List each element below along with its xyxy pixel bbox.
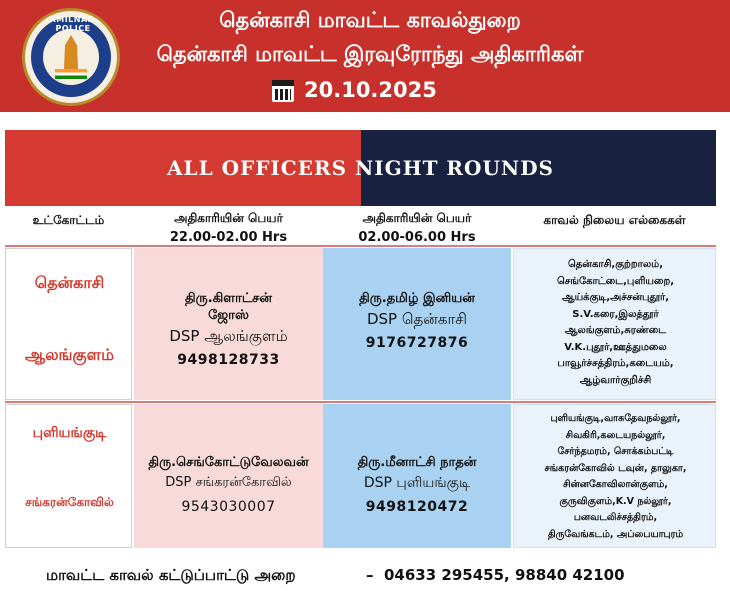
row-divider — [5, 401, 716, 403]
date-text: 20.10.2025 — [304, 78, 437, 102]
table-row — [5, 248, 716, 400]
night-rounds-officers-title: தென்காசி மாவட்ட இரவுரோந்து அதிகாரிகள் — [156, 42, 584, 66]
officer-name-label: அதிகாரியின் பெயர் — [174, 211, 283, 225]
banner-title: ALL OFFICERS NIGHT ROUNDS — [167, 156, 554, 180]
station-list — [518, 257, 713, 389]
subdivision-cell — [5, 248, 132, 400]
officer-phone: 9498128733 — [177, 352, 280, 368]
officer-name-label: அதிகாரியின் பெயர் — [362, 211, 472, 225]
column-header-officer-shift2 — [323, 211, 511, 245]
officer-role: DSP ஆலங்குளம் — [169, 327, 288, 345]
control-room-phone: 04633 295455, 98840 42100 — [384, 566, 625, 584]
station-line: செங்கோட்டை,புளியறை, — [556, 275, 675, 287]
area-name: சங்கரன்கோவில் — [25, 495, 114, 509]
officer-role: DSP புளியங்குடி — [363, 475, 471, 491]
station-line: சிவகிரி,கடையநல்லூர், — [565, 429, 666, 441]
officer-info — [323, 290, 511, 353]
officer-role: DSP சங்கரன்கோவில் — [165, 475, 292, 490]
police-emblem-logo — [22, 8, 120, 106]
area-name: புளியங்குடி — [32, 425, 107, 441]
area-name: ஆலங்குளம் — [25, 345, 114, 364]
station-line: தென்காசி,குற்றாலம், — [567, 259, 664, 270]
station-list — [518, 411, 713, 543]
station-line: சின்னகோவிலான்குளம், — [563, 479, 668, 490]
officer-phone: 9543030007 — [181, 499, 276, 515]
officer-info — [323, 454, 511, 517]
station-line: ஆலங்குளம்,சுரண்டை — [564, 325, 667, 336]
column-header-officer-shift1 — [134, 211, 323, 245]
date-row — [270, 78, 510, 106]
station-line: ஆய்க்குடி,அச்சன்புதூர், — [561, 292, 670, 303]
station-line: புளியங்குடி,வாசுதேவநல்லூர், — [550, 413, 681, 424]
column-header-subdivision: உட்கோட்டம் — [32, 213, 105, 227]
station-limits-cell — [513, 248, 716, 400]
station-line: S.V.கரை,இலத்தூர் — [572, 308, 659, 320]
officer-name: திரு.செங்கோட்டுவேலவன் — [148, 455, 309, 470]
officer-name: ஜோஸ் — [208, 308, 249, 323]
table-row — [5, 404, 716, 548]
officer-phone: 9176727876 — [365, 335, 469, 351]
officer-name: திரு.தமிழ் இனியன் — [359, 291, 475, 306]
row-divider — [5, 245, 716, 247]
officer-cell-shift1 — [134, 248, 323, 400]
station-line: பனவடலிச்சத்திரம், — [573, 512, 658, 523]
flag-icon — [55, 69, 87, 79]
column-header-station-limits: காவல் நிலைய எல்கைகள் — [543, 213, 686, 227]
officer-cell-shift1 — [134, 404, 323, 548]
shift-time-label: 22.00-02.00 Hrs — [169, 230, 288, 245]
area-name: தென்காசி — [34, 273, 105, 292]
shift-time-label: 02.00-06.00 Hrs — [358, 230, 476, 245]
officer-cell-shift2 — [323, 248, 511, 400]
station-line: ஆழ்வார்குறிச்சி — [579, 374, 652, 386]
officer-name: திரு.கிளாட்சன் — [185, 291, 272, 306]
station-line: V.K.புதூர்,ஊத்துமலை — [564, 341, 667, 353]
station-line: திருவேங்கடம், அப்பையாபுரம் — [547, 528, 684, 540]
station-line: குருவிகுளம்,K.V நல்லூர், — [559, 495, 672, 507]
control-room-label: மாவட்ட காவல் கட்டுப்பாட்டு அறை — [46, 566, 296, 584]
station-line: சங்கரன்கோவில் டவுன், தாலுகா, — [544, 462, 687, 474]
separator-dash: – — [366, 566, 374, 584]
header-bar — [0, 0, 730, 112]
subdivision-cell — [5, 404, 132, 548]
officer-phone: 9498120472 — [365, 499, 469, 515]
officer-name: திரு.மீனாட்சி நாதன் — [357, 455, 477, 470]
emblem-text: TAMILNADU POLICE — [44, 15, 102, 33]
calendar-icon — [272, 80, 294, 102]
officer-info — [134, 454, 323, 517]
officer-info — [134, 290, 323, 370]
station-limits-cell — [513, 404, 716, 548]
officer-cell-shift2 — [323, 404, 511, 548]
district-police-title: தென்காசி மாவட்ட காவல்துறை — [219, 8, 521, 32]
station-line: பாவூர்ச்சத்திரம்,கடையம், — [557, 358, 674, 369]
officer-role: DSP தென்காசி — [366, 310, 468, 328]
station-line: சேர்ந்தமரம், சொக்கம்பட்டி — [557, 446, 674, 457]
